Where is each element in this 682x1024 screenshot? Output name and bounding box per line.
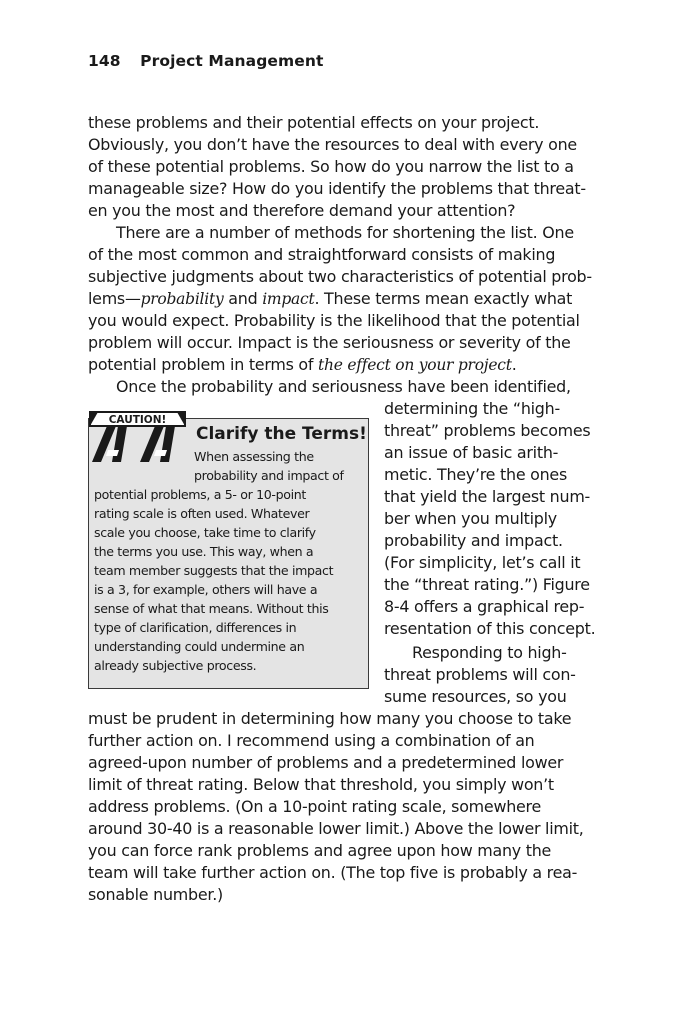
caution-text-line: sense of what that means. Without this (94, 601, 329, 616)
caution-text-line: type of clarification, differences in (94, 620, 297, 635)
text-line: an issue of basic arith- (384, 443, 559, 462)
text-line: (For simplicity, let’s call it (384, 553, 581, 572)
text-run: . These terms mean exactly what (314, 289, 573, 308)
text-line: en you the most and therefore demand your attention? (88, 201, 516, 220)
text-line: There are a number of methods for shortening the list. One (116, 223, 574, 242)
italic-phrase: the effect on your project (318, 356, 512, 374)
text-line: Obviously, you don’t have the resources to deal with every one (88, 135, 577, 154)
caution-text-line: rating scale is often used. Whatever (94, 506, 310, 521)
text-line: of the most common and straightforward consists of making (88, 245, 556, 264)
text-line: determining the “high- (384, 399, 560, 418)
text-line: Once the probability and seriousness have been identified, (116, 377, 571, 396)
text-line: ber when you multiply (384, 509, 557, 528)
text-line (88, 288, 572, 310)
caution-sign-icon (88, 406, 188, 466)
caution-text-line: is a 3, for example, others will have a (94, 582, 318, 597)
caution-text-line: When assessing the (194, 449, 314, 464)
text-run: and (223, 289, 263, 308)
running-title: Project Management (140, 52, 324, 70)
caution-text-line: understanding could undermine an (94, 639, 305, 654)
text-line: 8-4 offers a graphical rep- (384, 597, 585, 616)
text-line: of these potential problems. So how do you narrow the list to a (88, 157, 574, 176)
caution-box-title: Clarify the Terms! (196, 424, 367, 444)
text-line: threat” problems becomes (384, 421, 591, 440)
caution-text-line: scale you choose, take time to clarify (94, 525, 316, 540)
text-line: the “threat rating.”) Figure (384, 575, 590, 594)
text-line: team will take further action on. (The top five is probably a rea- (88, 863, 578, 882)
text-line (88, 354, 517, 376)
text-line: resentation of this concept. (384, 619, 596, 638)
italic-term-probability: probability (140, 290, 224, 308)
text-line: you would expect. Probability is the likelihood that the potential (88, 311, 580, 330)
text-run: potential problem in terms of (88, 355, 319, 374)
text-line: sume resources, so you (384, 687, 567, 706)
text-run: lems— (88, 289, 141, 308)
caution-text-line: probability and impact of (194, 468, 344, 483)
text-line: address problems. (On a 10-point rating scale, somewhere (88, 797, 541, 816)
text-line: you can force rank problems and agree upon how many the (88, 841, 552, 860)
italic-term-impact: impact (262, 290, 315, 308)
text-line: Responding to high- (412, 643, 567, 662)
text-line: that yield the largest num- (384, 487, 591, 506)
caution-sign-label: CAUTION! (108, 414, 167, 426)
page-number: 148 (88, 52, 121, 70)
text-line: manageable size? How do you identify the problems that threat- (88, 179, 586, 198)
caution-text-line: team member suggests that the impact (94, 563, 334, 578)
text-line: must be prudent in determining how many you choose to take (88, 709, 572, 728)
text-line: these problems and their potential effects on your project. (88, 113, 540, 132)
text-line: subjective judgments about two characteristics of potential prob- (88, 267, 592, 286)
running-header (88, 52, 324, 70)
text-line: problem will occur. Impact is the seriousness or severity of the (88, 333, 571, 352)
text-line: threat problems will con- (384, 665, 576, 684)
text-line: further action on. I recommend using a combination of an (88, 731, 535, 750)
text-run: . (511, 355, 517, 374)
text-line: metic. They’re the ones (384, 465, 567, 484)
text-line: agreed-upon number of problems and a predetermined lower (88, 753, 564, 772)
text-line: limit of threat rating. Below that threshold, you simply won’t (88, 775, 554, 794)
caution-text-line: already subjective process. (94, 658, 257, 673)
caution-text-line: potential problems, a 5- or 10-point (94, 487, 306, 502)
caution-text-line: the terms you use. This way, when a (94, 544, 314, 559)
text-line: sonable number.) (88, 885, 223, 904)
text-line: probability and impact. (384, 531, 563, 550)
text-line: around 30-40 is a reasonable lower limit.) Above the lower limit, (88, 819, 584, 838)
